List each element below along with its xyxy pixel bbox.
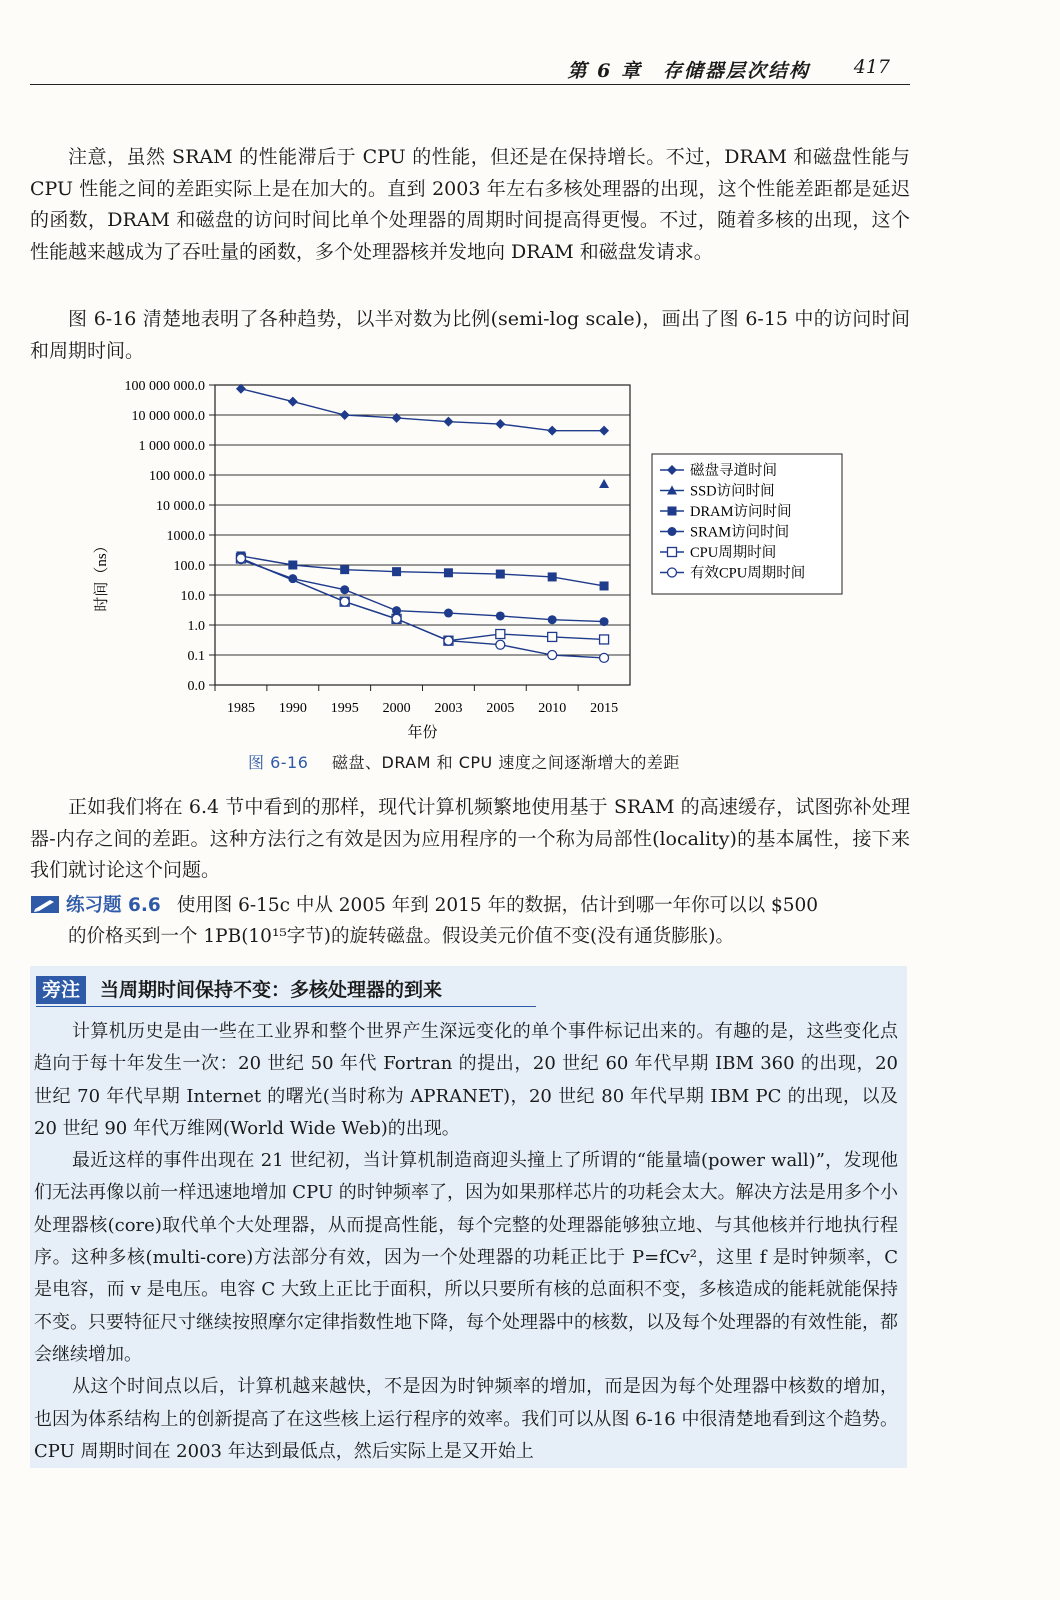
y-tick-label: 100.0 [173,559,205,574]
data-point-0 [547,426,557,436]
data-point-0 [495,419,505,429]
aside-body [34,1016,898,1468]
chapter-title: 第 6 章 存储器层次结构 [567,60,810,82]
exercise-6-6 [30,890,910,952]
x-tick-label: 1995 [330,701,359,716]
aside-paragraph-2: 最近这样的事件出现在 21 世纪初，当计算机制造商迎头撞上了所谓的“能量墙(power wall)”，发现他们无法再像以前一样迅速地增加 CPU 的时钟频率了，因为如果那样芯片的功耗会太大。解决方法是用多个小处理器核(core)取代单个大处理器，从而提高性能，每个完整的处理器能够独立地、与其他核并行地执行程序。这种多核(multi-core)方法部分有效，因为一个处理器的功耗正比于 P=fCv²，这里 f 是时钟频率，C 是电容，而 v 是电压。电容 C 大致上正比于面积，所以只要所有核的总面积不变，多核造成的能耗就能保持不变。只要特征尺寸继续按照摩尔定律指数性地下降，每个处理器中的核数，以及每个处理器的有效性能，都会继续增加。 [34,1150,898,1365]
data-point-5 [548,651,557,660]
aside-title: 当周期时间保持不变：多核处理器的到来 [100,979,443,1001]
legend-label-3: SRAM访问时间 [690,524,790,541]
y-axis-label: 时间（ns） [94,538,110,612]
running-header [30,50,910,85]
y-tick-label: 100 000.0 [149,469,205,484]
data-point-2 [600,581,609,590]
pencil-icon [30,893,60,915]
data-point-2 [548,572,557,581]
data-point-3 [600,617,609,626]
legend-label-0: 磁盘寻道时间 [690,463,777,479]
data-point-5 [392,614,401,623]
aside-header [36,976,536,1007]
y-tick-label: 100 000 000.0 [124,379,205,394]
x-tick-label: 1990 [278,701,307,716]
series-line-4 [241,558,604,640]
aside-tag: 旁注 [36,976,86,1004]
data-point-3 [548,615,557,624]
y-tick-label: 10.0 [180,589,205,604]
legend-marker-4 [668,548,677,557]
legend-marker-3 [668,527,677,536]
x-tick-label: 2005 [486,701,515,716]
exercise-text-2: 的价格买到一个 1PB(10¹⁵字节)的旋转磁盘。假设美元价值不变(没有通货膨胀)。 [68,926,734,947]
paragraph-2: 图 6-16 清楚地表明了各种趋势，以半对数为比例(semi-log scale)，画出了图 6-15 中的访问时间和周期时间。 [30,308,910,362]
data-point-2 [496,570,505,579]
x-axis-label: 年份 [407,725,438,741]
data-point-2 [340,565,349,574]
y-tick-label: 1.0 [187,619,205,634]
legend-marker-5 [668,568,677,577]
paragraph-1: 注意，虽然 SRAM 的性能滞后于 CPU 的性能，但还是在保持增长。不过，DRAM 和磁盘性能与 CPU 性能之间的差距实际上是在加大的。直到 2003 年左右多核处理器的出现，这个性能差距都是延迟的函数，DRAM 和磁盘的访问时间比单个处理器的周期时间提高得更慢。不过，随着多核的出现，这个性能越来越成为了吞吐量的函数，多个处理器核并发地向 DRAM 和磁盘发请求。 [30,146,910,263]
data-point-0 [443,417,453,427]
page-number: 417 [853,56,890,78]
y-tick-label: 0.0 [187,679,205,694]
data-point-0 [288,397,298,407]
data-point-5 [236,554,245,563]
data-point-3 [340,585,349,594]
data-point-5 [600,653,609,662]
figure-caption-text: 磁盘、DRAM 和 CPU 速度之间逐渐增大的差距 [332,753,680,772]
data-point-4 [548,632,557,641]
data-point-4 [496,630,505,639]
aside-paragraph-1: 计算机历史是由一些在工业界和整个世界产生深远变化的单个事件标记出来的。有趣的是，这些变化点趋向于每十年发生一次：20 世纪 50 年代 Fortran 的提出，20 世纪 60 年代早期 IBM 360 的出现，20 世纪 70 年代早期 Internet 的曙光(当时称为 APRANET)，20 世纪 80 年代早期 IBM PC 的出现，以及 20 世纪 90 年代万维网(World Wide Web)的出现。 [34,1021,898,1139]
data-point-0 [340,410,350,420]
legend-label-4: CPU周期时间 [690,545,777,561]
x-tick-label: 2015 [590,701,619,716]
legend-marker-2 [668,507,677,516]
y-tick-label: 1 000 000.0 [138,439,205,454]
y-tick-label: 1000.0 [166,529,205,544]
series-line-0 [241,389,604,431]
data-point-5 [496,640,505,649]
data-point-0 [392,413,402,423]
data-point-2 [392,567,401,576]
legend-label-1: SSD访问时间 [690,483,775,500]
x-tick-label: 2000 [382,701,411,716]
x-tick-label: 2003 [434,701,463,716]
figure-caption [248,750,680,773]
data-point-4 [600,635,609,644]
legend-label-2: DRAM访问时间 [690,504,792,520]
exercise-line-1 [30,890,910,921]
y-tick-label: 10 000 000.0 [131,409,205,424]
paragraph-3: 正如我们将在 6.4 节中看到的那样，现代计算机频繁地使用基于 SRAM 的高速缓存，试图弥补处理器-内存之间的差距。这种方法行之有效是因为应用程序的一个称为局部性(locality)的基本属性，接下来我们就讨论这个问题。 [30,796,910,881]
data-point-1 [599,479,609,488]
exercise-text-1: 使用图 6-15c 中从 2005 年到 2015 年的数据，估计到哪一年你可以以 $500 [176,895,819,916]
x-tick-label: 2010 [538,701,567,716]
figure-number: 图 6-16 [248,753,309,772]
data-point-2 [288,561,297,570]
data-point-5 [340,597,349,606]
data-point-0 [599,426,609,436]
y-tick-label: 10 000.0 [156,499,205,514]
data-point-2 [444,568,453,577]
data-point-5 [444,636,453,645]
x-tick-label: 1985 [226,701,255,716]
legend-label-5: 有效CPU周期时间 [690,565,806,582]
data-point-3 [444,609,453,618]
aside-paragraph-3: 从这个时间点以后，计算机越来越快，不是因为时钟频率的增加，而是因为每个处理器中核数的增加，也因为体系结构上的创新提高了在这些核上运行程序的效率。我们可以从图 6-16 中很清楚地看到这个趋势。CPU 周期时间在 2003 年达到最低点，然后实际上是又开始上 [34,1376,898,1462]
exercise-label: 练习题 6.6 [66,895,161,916]
access-time-chart [70,372,860,742]
y-tick-label: 0.1 [187,649,205,664]
data-point-3 [496,611,505,620]
aside-box [30,966,907,1468]
